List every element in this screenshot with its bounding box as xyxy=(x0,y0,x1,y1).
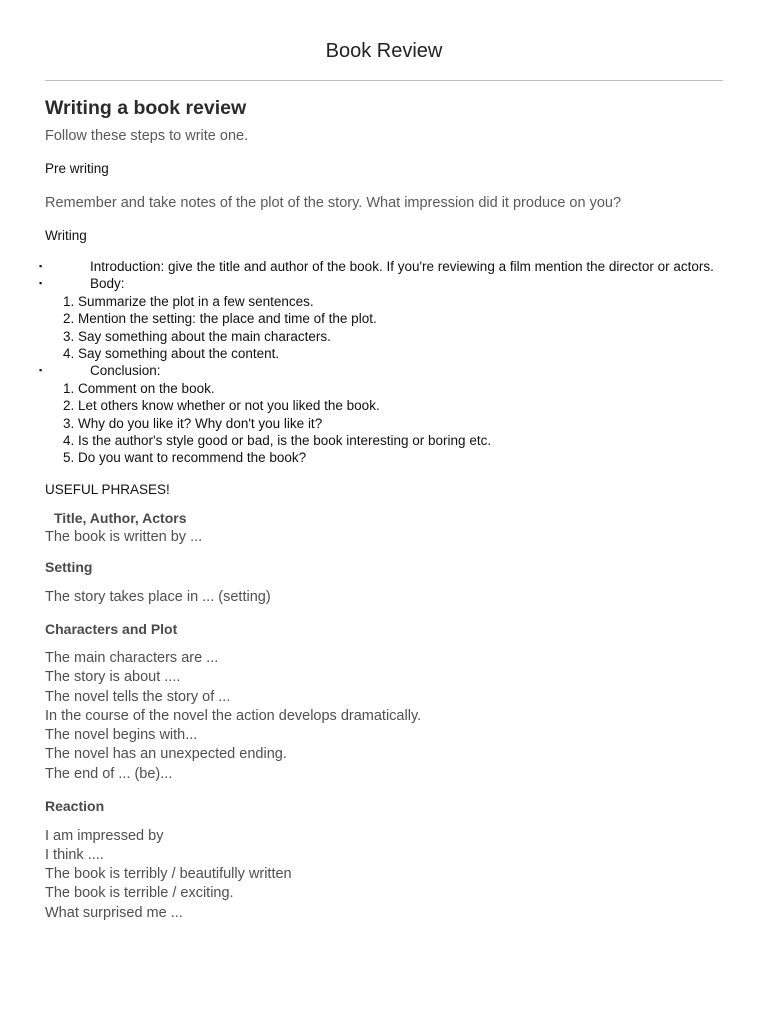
phrase-line: The book is written by ... xyxy=(45,528,203,545)
phrase-group-lines xyxy=(45,588,725,607)
phrase-group-lines xyxy=(45,649,725,783)
phrase-line: What surprised me ... xyxy=(45,904,183,921)
bullet-icon: ▪ xyxy=(39,261,43,271)
phrase-group-heading: Setting xyxy=(45,559,93,576)
phrase-line: The book is terrible / exciting. xyxy=(45,885,234,902)
numbered-item: 4. Say something about the content. xyxy=(63,346,280,362)
phrase-line: I am impressed by xyxy=(45,827,164,844)
phrase-group-heading: Characters and Plot xyxy=(45,621,178,638)
page-title: Book Review xyxy=(325,40,443,62)
prewriting-text: Remember and take notes of the plot of the story. What impression did it produce on you? xyxy=(45,195,622,211)
document-body xyxy=(39,94,725,923)
list-item xyxy=(39,362,725,379)
phrase-line: The novel begins with... xyxy=(45,727,198,744)
numbered-item: 5. Do you want to recommend the book? xyxy=(63,450,307,466)
step-title: Body: xyxy=(90,276,125,292)
phrase-line: The novel has an unexpected ending. xyxy=(45,746,287,763)
step-title: Conclusion: xyxy=(90,363,161,379)
phrase-line: The end of ... (be)... xyxy=(45,765,173,782)
bullet-icon: ▪ xyxy=(39,365,43,376)
numbered-item: 4. Is the author's style good or bad, is the book interesting or boring etc. xyxy=(63,433,492,449)
phrase-line: In the course of the novel the action develops dramatically. xyxy=(45,707,422,724)
phrase-line: The main characters are ... xyxy=(45,650,219,667)
bullet-icon: ▪ xyxy=(39,278,43,289)
numbered-item: 3. Why do you like it? Why don't you like it? xyxy=(63,415,323,431)
writing-label: Writing xyxy=(45,228,87,243)
numbered-item: 3. Say something about the main characters. xyxy=(63,328,331,344)
phrase-line: I think .... xyxy=(45,846,104,863)
numbered-item: 2. Let others know whether or not you liked the book. xyxy=(63,398,380,414)
phrase-group-heading: Title, Author, Actors xyxy=(54,509,187,526)
intro-text: Follow these steps to write one. xyxy=(45,128,249,144)
list-item xyxy=(39,258,725,275)
numbered-item: 2. Mention the setting: the place and time of the plot. xyxy=(63,311,377,327)
useful-phrases-label: USEFUL PHRASES! xyxy=(45,481,170,497)
title-divider xyxy=(45,80,723,81)
section-heading: Writing a book review xyxy=(45,97,247,119)
phrase-group-lines xyxy=(45,528,725,547)
prewriting-label: Pre writing xyxy=(45,161,109,176)
list-item xyxy=(39,275,725,292)
phrase-line: The story is about .... xyxy=(45,669,181,686)
phrase-line: The book is terribly / beautifully written xyxy=(45,866,292,883)
phrase-group-lines xyxy=(45,827,725,923)
writing-steps-list xyxy=(39,258,725,467)
phrase-group-heading: Reaction xyxy=(45,797,105,814)
phrase-line: The story takes place in ... (setting) xyxy=(45,589,271,606)
numbered-item: 1. Summarize the plot in a few sentences. xyxy=(63,293,314,309)
phrase-line: The novel tells the story of ... xyxy=(45,688,231,705)
numbered-item: 1. Comment on the book. xyxy=(63,380,215,396)
step-title: Introduction: give the title and author of the book. If you're reviewing a film mention the director or actors. xyxy=(90,259,714,274)
